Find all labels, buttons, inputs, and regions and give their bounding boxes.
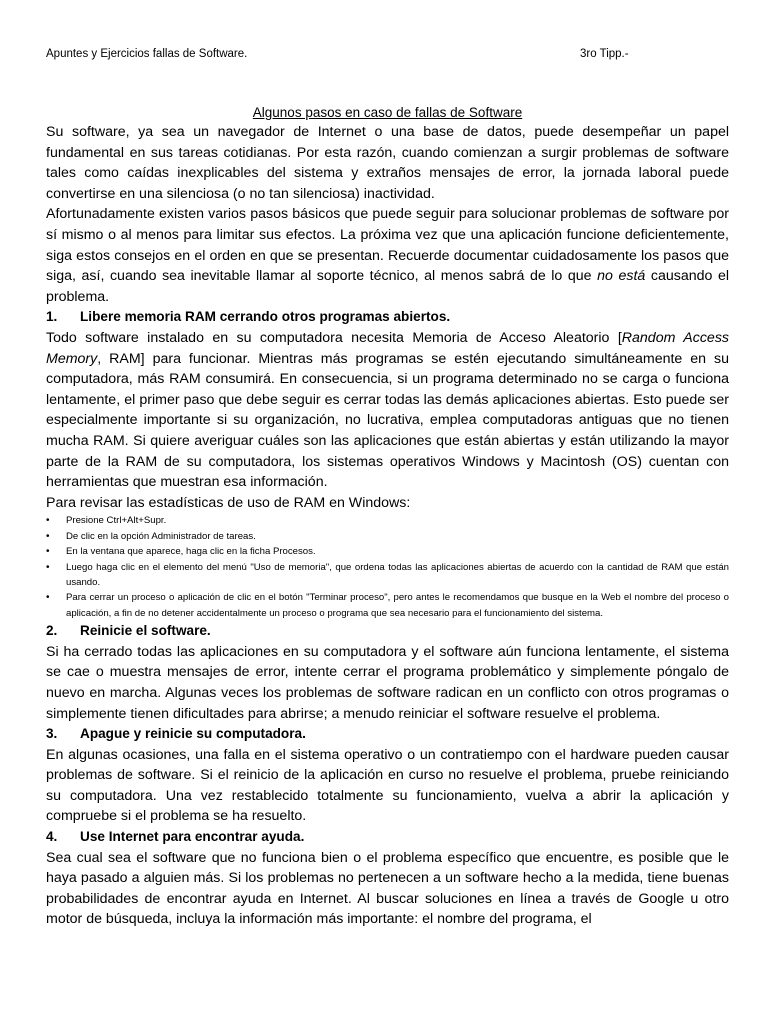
section-2-title: Reinicie el software. [80,623,211,639]
section-3-paragraph: En algunas ocasiones, una falla en el sistema operativo o un contratiempo con el hardware pueden causar problemas de software. Si el reinicio de la aplicación en curso no resuelve el problema, pruebe reiniciando su computadora. Una vez restablecido totalmente su funcionamiento, vuelva a abrir la aplicación y compruebe si el problema se ha resuelto. [46,746,729,825]
section-4-paragraph: Sea cual sea el software que no funciona bien o el problema específico que encuentre, es posible que le haya pasado a alguien más. Si los problemas no pertenecen a un software hecho a la medida, tiene buenas probabilidades de encontrar ayuda en Internet. Al buscar soluciones en línea a través de Google u otro motor de búsqueda, incluya la información más importante: el nombre del programa, el [46,849,729,928]
section-3-heading [46,724,729,745]
ram-steps-list [46,513,729,621]
list-item: • En la ventana que aparece, haga clic en la ficha Procesos. [46,544,729,559]
section-1-title: Libere memoria RAM cerrando otros programas abiertos. [80,309,451,325]
section-1-number: 1. [46,309,58,325]
section-1-paragraph [46,328,729,493]
intro-paragraph-2-text-a: Afortunadamente existen varios pasos básicos que puede seguir para solucionar problemas de software por sí mismo o al menos para limitar sus efectos. La próxima vez que una aplicación funcione deficientemente, siga estos consejos en el orden en que se presentan. Recuerde documentar cuidadosamente los pasos que siga, así, cuando sea inevitable llamar al soporte técnico, al menos sabrá de lo que [46,206,729,285]
section-1-text-a: Todo software instalado en su computadora necesita Memoria de Acceso Aleatorio [ [46,329,622,346]
header-right-text: 3ro Tipp.- [580,48,629,60]
section-3-number: 3. [46,726,58,742]
document-body [46,103,729,930]
section-2-paragraph: Si ha cerrado todas las aplicaciones en su computadora y el software aún funciona lentamente, el sistema se cae o muestra mensajes de error, intente cerrar el programa problemático y simplemente póngalo de nuevo en marcha. Algunas veces los problemas de software radican en un conflicto con otros programas o simplemente tienen dificultades para abrirse; a menudo reiniciar el software resuelve el problema. [46,643,729,722]
section-4-heading [46,827,729,848]
document-title: Algunos pasos en caso de fallas de Software [252,105,523,120]
section-2-heading [46,621,729,642]
section-4-title: Use Internet para encontrar ayuda. [80,829,305,845]
section-1-subheading: Para revisar las estadísticas de uso de RAM en Windows: [46,494,411,511]
header-left-text: Apuntes y Ejercicios fallas de Software. [46,48,248,60]
intro-paragraph-2 [46,204,729,307]
section-1-text-b: , RAM] para funcionar. Mientras más programas se estén ejecutando simultáneamente en su computadora, más RAM consumirá. En consecuencia, si un programa determinado no se carga o funciona lentamente, el primer paso que debe seguir es cerrar todas las demás aplicaciones abiertas. Esto puede ser especialmente importante si su organización, no lucrativa, emplea computadoras antiguas que no tienen mucha RAM. Si quiere averiguar cuáles son las aplicaciones que están abiertas y están utilizando la mayor parte de la RAM de su computadora, los sistemas operativos Windows y Macintosh (OS) cuentan con herramientas que muestran esa información. [46,350,729,491]
intro-paragraph-2-emphasis: no está [597,268,646,285]
list-item: • Luego haga clic en el elemento del menú "Uso de memoria", que ordena todas las aplicaciones abiertas de acuerdo con la cantidad de RAM que están usando. [46,560,729,591]
list-item: • Para cerrar un proceso o aplicación de clic en el botón "Terminar proceso", pero antes le recomendamos que busque en la Web el nombre del proceso o aplicación, a fin de no detener accidentalmente un proceso o programa que sea necesario para el funcionamiento del sistema. [46,590,729,621]
section-2-number: 2. [46,623,58,639]
section-1-emphasis: Random Access Memory [46,329,730,367]
intro-paragraph-2-text-b: causando el problema. [46,268,729,305]
section-4-number: 4. [46,829,58,845]
list-item: • De clic en la opción Administrador de tareas. [46,529,729,544]
page-header [46,48,722,64]
list-item: • Presione Ctrl+Alt+Supr. [46,513,729,528]
section-3-title: Apague y reinicie su computadora. [80,726,306,742]
section-1-heading [46,307,729,328]
intro-paragraph-1: Su software, ya sea un navegador de Internet o una base de datos, puede desempeñar un papel fundamental en sus tareas cotidianas. Por esta razón, cuando comienzan a surgir problemas de software tales como caídas inexplicables del sistema y extraños mensajes de error, la jornada laboral puede convertirse en una silenciosa (o no tan silenciosa) inactividad. [46,124,729,202]
